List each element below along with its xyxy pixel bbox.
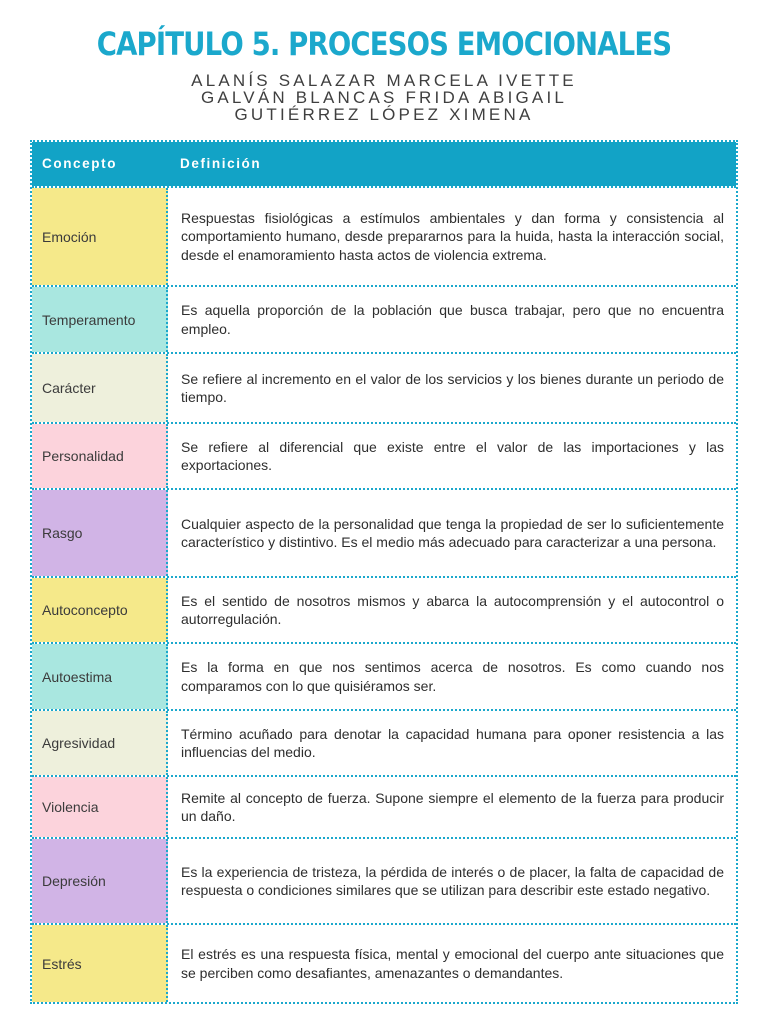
concept-label: Carácter <box>42 380 96 396</box>
table-row <box>32 642 736 709</box>
definition-cell <box>168 644 736 709</box>
table-row <box>32 837 736 923</box>
definition-cell <box>168 578 736 642</box>
concept-label: Emoción <box>42 228 97 245</box>
concept-label: Estrés <box>42 955 82 972</box>
definition-text: Es la forma en que nos sentimos acerca de nosotros. Es como cuando nos comparamos con lo que quisiéramos ser. <box>181 659 724 694</box>
concept-cell <box>32 354 168 422</box>
table-row <box>32 352 736 422</box>
concept-cell <box>32 711 168 775</box>
author-name: ALANÍS SALAZAR MARCELA IVETTE <box>191 71 577 90</box>
concepts-table <box>30 140 738 1004</box>
author-name: GALVÁN BLANCAS FRIDA ABIGAIL <box>200 88 568 107</box>
definition-text: Se refiere al incremento en el valor de los servicios y los bienes durante un periodo de tiempo. <box>181 370 724 405</box>
definition-cell <box>168 711 736 775</box>
concept-label: Personalidad <box>42 448 124 464</box>
concept-cell <box>32 490 168 576</box>
definition-text: Respuestas fisiológicas a estímulos ambientales y dan forma y consistencia al comportamiento humano, desde prepararnos para la huida, hasta la interacción social, desde el enamoramiento hasta actos de violencia extrema. <box>181 210 724 263</box>
definition-text: Es el sentido de nosotros mismos y abarca la autocomprensión y el autocontrol o autorregulación. <box>181 592 724 627</box>
definition-text: Término acuñado para denotar la capacidad humana para oponer resistencia a las influencias del medio. <box>181 725 724 760</box>
concept-cell <box>32 287 168 352</box>
authors-block <box>0 72 768 123</box>
table-row <box>32 923 736 1002</box>
definition-cell <box>168 777 736 837</box>
table-header <box>32 142 736 186</box>
concept-label: Autoconcepto <box>42 602 128 618</box>
page-title: CAPÍTULO 5. PROCESOS EMOCIONALES <box>96 25 672 63</box>
definition-text: El estrés es una respuesta física, mental y emocional del cuerpo ante situaciones que se perciben como desafiantes, amenazantes o demandantes. <box>181 946 724 981</box>
concept-cell <box>32 644 168 709</box>
concept-label: Rasgo <box>42 525 83 541</box>
concept-cell <box>32 839 168 923</box>
concept-cell <box>32 578 168 642</box>
definition-text: Es aquella proporción de la población que busca trabajar, pero que no encuentra empleo. <box>181 302 724 337</box>
table-row <box>32 186 736 285</box>
header-concept: Concepto <box>42 156 118 171</box>
concept-label: Depresión <box>42 873 106 889</box>
definition-cell <box>168 424 736 488</box>
definition-cell <box>168 839 736 923</box>
concept-label: Autoestima <box>42 668 113 685</box>
definition-cell <box>168 925 736 1002</box>
table-row <box>32 709 736 775</box>
table-row <box>32 422 736 488</box>
concept-cell <box>32 188 168 285</box>
concept-cell <box>32 925 168 1002</box>
author-name: GUTIÉRREZ LÓPEZ XIMENA <box>234 105 534 124</box>
concept-cell <box>32 424 168 488</box>
definition-cell <box>168 188 736 285</box>
concept-cell <box>32 777 168 837</box>
table-row <box>32 576 736 642</box>
table-row <box>32 775 736 837</box>
table-row <box>32 285 736 352</box>
definition-text: Se refiere al diferencial que existe entre el valor de las importaciones y las exportaciones. <box>181 438 724 473</box>
concept-label: Agresividad <box>42 735 116 751</box>
definition-text: Cualquier aspecto de la personalidad que tenga la propiedad de ser lo suficientemente característico y distintivo. Es el medio más adecuado para caracterizar a una persona. <box>181 515 724 550</box>
table-row <box>32 488 736 576</box>
definition-cell <box>168 287 736 352</box>
definition-text: Es la experiencia de tristeza, la pérdida de interés o de placer, la falta de capacidad de respuesta o condiciones similares que se utilizan para describir este estado negativo. <box>181 863 724 898</box>
header-definition: Definición <box>180 156 262 171</box>
definition-text: Remite al concepto de fuerza. Supone siempre el elemento de la fuerza para producir un daño. <box>181 789 724 824</box>
definition-cell <box>168 354 736 422</box>
concept-label: Temperamento <box>42 311 136 328</box>
concept-label: Violencia <box>42 799 99 815</box>
definition-cell <box>168 490 736 576</box>
